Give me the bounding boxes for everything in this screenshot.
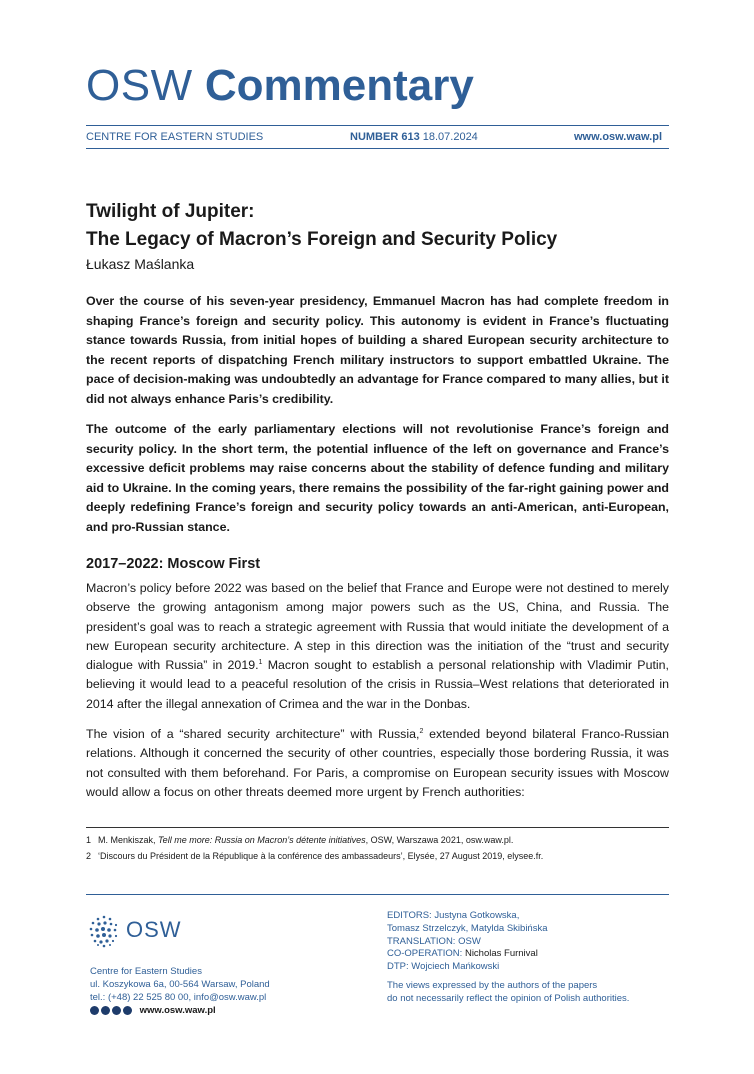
osw-logo-text: OSW [126, 917, 182, 942]
footer-rule [86, 894, 669, 895]
rss-icon[interactable] [112, 1006, 121, 1015]
dtp-label: DTP: [387, 961, 412, 973]
issue-date: 18.07.2024 [422, 131, 478, 143]
editors-value: Justyna Gotkowska, [434, 910, 520, 921]
article-title [86, 198, 557, 254]
footer-web-link[interactable]: www.osw.waw.pl [139, 1005, 216, 1017]
cooperation-value: Nicholas Furnival [464, 948, 538, 960]
footnote-1-post: , OSW, Warszawa 2021, osw.waw.pl. [365, 835, 514, 845]
lead-paragraph-2: The outcome of the early parliamentary elections will not revolutionise France’s foreign and security policy. In the short term, the potential influence of the left on governance and France’s excessive deficit problems may raise concerns about the stability of defence funding and military aid to Ukraine. In the coming years, there remains the possibility of the far-right gaining power and deeply redefining France’s foreign and security policy towards an anti-American, anti-European, and pro-Russian stance. [86, 422, 669, 534]
cooperation-label: CO-OPERATION: [387, 948, 465, 960]
website-link[interactable]: www.osw.waw.pl [574, 131, 663, 143]
translation-label: TRANSLATION: [387, 935, 459, 947]
body-paragraph-2 [86, 725, 669, 802]
masthead-commentary: Commentary [204, 61, 474, 110]
footnote-2 [86, 848, 543, 864]
osw-globe-icon [86, 913, 122, 949]
footer-address: ul. Koszykowa 6a, 00-564 Warsaw, Poland [90, 978, 270, 990]
footnote-ref-2[interactable]: 2 [419, 727, 424, 735]
youtube-icon[interactable] [123, 1006, 132, 1015]
lead-paragraph-1: Over the course of his seven-year presidency, Emmanuel Macron has had complete freedom in shaping France’s foreign and security policy. This autonomy is evident in France’s fluctuating stance towards Russia, from initial hopes of building a shared European security architecture to the recent reports of dispatching French military instructors to support embattled Ukraine. The pace of decision-making was undoubtedly an advantage for France compared to many allies, but it did not always enhance Paris’s credibility. [86, 294, 669, 406]
author-name: Łukasz Maślanka [86, 256, 195, 272]
facebook-icon[interactable] [90, 1006, 99, 1015]
body-p2-text-a: The vision of a “shared security architecture” with Russia, [86, 727, 420, 741]
footnote-rule [86, 827, 669, 828]
footnote-1 [86, 832, 513, 848]
footnote-ref-1[interactable]: 1 [258, 659, 263, 667]
header-rule [86, 125, 669, 126]
title-line-1: Twilight of Jupiter: [86, 201, 255, 222]
footnote-2-number: 2 [86, 851, 92, 861]
translation-value: OSW [458, 935, 481, 947]
body-paragraph-1 [86, 579, 669, 714]
footer-contact [90, 966, 270, 1018]
twitter-icon[interactable] [101, 1006, 110, 1015]
disclaimer-line-1: The views expressed by the authors of the papers [387, 979, 598, 991]
dtp-value: Wojciech Mańkowski [411, 961, 500, 973]
issue-info [350, 131, 478, 143]
header-rule-bottom [86, 148, 669, 149]
editors-label: EDITORS: [387, 910, 435, 921]
footer-social-row [90, 1005, 270, 1018]
footer-org: Centre for Eastern Studies [90, 966, 202, 977]
footnote-1-italic: Tell me more: Russia on Macron’s détente initiatives [158, 835, 366, 845]
footnote-1-pre: M. Menkiszak, [98, 835, 159, 845]
footnote-2-pre: ‘Discours du Président de la République à la conférence des ambassadeurs’, Elysée, 27 August 2019, elysee.fr. [98, 851, 544, 861]
body-p1-text-b: Macron sought to establish a personal relationship with Vladimir Putin, believing it would lead to a peaceful resolution of the crisis in Russia–West relations that deteriorated in 2014 after the illegal annexation of Crimea and the war in the Donbas. [86, 658, 669, 711]
section-heading: 2017–2022: Moscow First [86, 556, 261, 572]
footnote-1-number: 1 [86, 835, 92, 845]
centre-label: CENTRE FOR EASTERN STUDIES [86, 131, 264, 143]
masthead-osw: OSW [86, 61, 193, 110]
masthead-title [86, 58, 474, 114]
footer-credits [387, 910, 629, 1006]
body-p2-text-b: extended beyond bilateral Franco-Russian relations. Although it concerned the security of other countries, especially those bordering Russia, it was not consulted with them beforehand. For Paris, a compromise on European security issues with Moscow would allow a focus on other threats deemed more urgent by French authorities: [86, 727, 669, 799]
editors-value-2: Tomasz Strzelczyk, Matylda Skibińska [387, 922, 548, 934]
issue-number: NUMBER 613 [350, 131, 420, 143]
body-p1-text-a: Macron’s policy before 2022 was based on the belief that France and Europe were not destined to merely observe the growing antagonism among major powers such as the US, China, and Russia. The president’s goal was to reach a strategic agreement with Russia that would initiate the development of a new European security architecture. A step in this direction was the initiation of the “trust and security dialogue with Russia” in 2019. [86, 581, 669, 673]
disclaimer-line-2: do not necessarily reflect the opinion of Polish authorities. [387, 992, 630, 1004]
footer-phone-email: tel.: (+48) 22 525 80 00, info@osw.waw.pl [90, 991, 267, 1003]
title-line-2: The Legacy of Macron’s Foreign and Security Policy [86, 229, 558, 250]
